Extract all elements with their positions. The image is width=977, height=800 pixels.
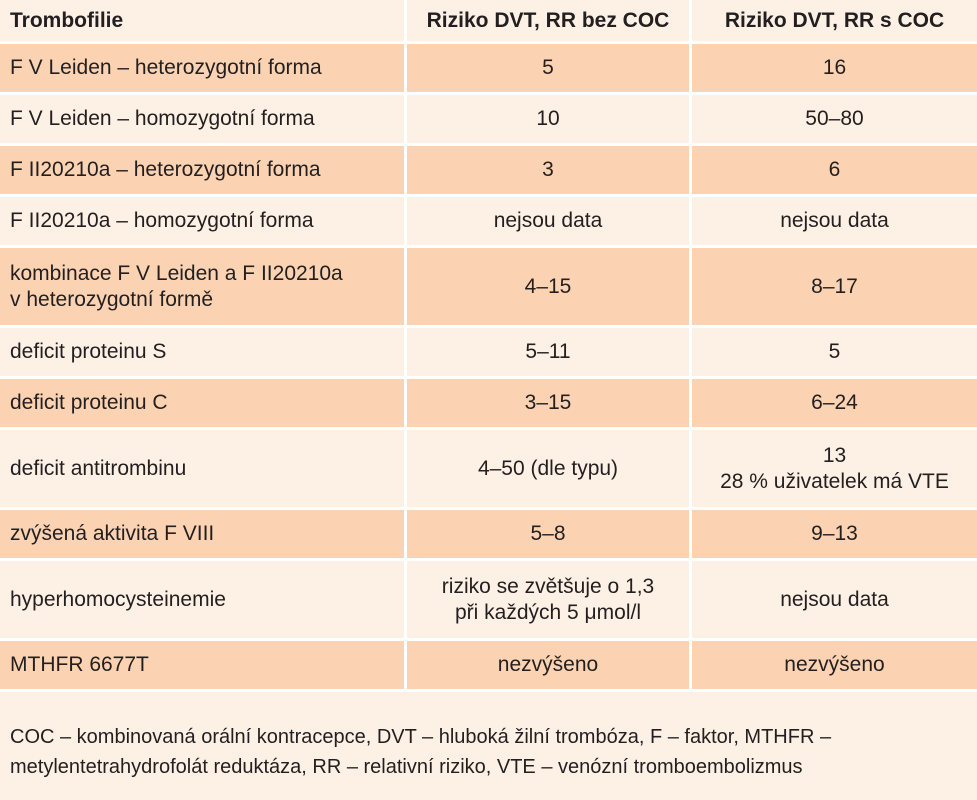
cell-risk-with-coc-line: nezvýšeno bbox=[784, 653, 885, 676]
cell-thrombophilia-line: deficit proteinu C bbox=[10, 391, 168, 414]
cell-risk-without-coc-line: 3–15 bbox=[524, 391, 572, 414]
cell-risk-without-coc-line: nejsou data bbox=[493, 209, 603, 232]
table-row bbox=[0, 44, 977, 95]
cell-thrombophilia bbox=[0, 510, 407, 558]
cell-risk-with-coc-line: 6 bbox=[828, 158, 841, 181]
cell-risk-with-coc bbox=[692, 197, 977, 245]
cell-risk-without-coc bbox=[407, 510, 692, 558]
cell-risk-with-coc bbox=[692, 379, 977, 427]
cell-risk-without-coc-line: 3 bbox=[542, 158, 554, 181]
cell-thrombophilia-line: zvýšená aktivita F VIII bbox=[10, 522, 215, 545]
header-risk-without-coc: Riziko DVT, RR bez COC bbox=[407, 0, 692, 41]
cell-thrombophilia bbox=[0, 379, 407, 427]
table-row bbox=[0, 95, 977, 146]
cell-risk-without-coc-line: 5–11 bbox=[525, 340, 571, 363]
cell-risk-without-coc bbox=[407, 248, 692, 325]
cell-thrombophilia-line: deficit antitrombinu bbox=[10, 456, 187, 480]
cell-thrombophilia bbox=[0, 248, 407, 325]
cell-risk-with-coc-line: 8–17 bbox=[811, 274, 858, 298]
cell-risk-with-coc-line: 5 bbox=[828, 340, 841, 363]
cell-risk-with-coc-line: 9–13 bbox=[811, 522, 858, 545]
table-row bbox=[0, 379, 977, 430]
table-row bbox=[0, 328, 977, 379]
header-risk-with-coc: Riziko DVT, RR s COC bbox=[724, 8, 945, 32]
cell-thrombophilia bbox=[0, 197, 407, 245]
cell-risk-without-coc bbox=[407, 561, 692, 638]
cell-risk-with-coc bbox=[692, 510, 977, 558]
cell-risk-without-coc bbox=[407, 641, 692, 689]
table-body bbox=[0, 44, 977, 692]
cell-thrombophilia bbox=[0, 44, 407, 92]
table-row bbox=[0, 146, 977, 197]
header-thrombophilia: Trombofilie bbox=[0, 0, 407, 41]
cell-thrombophilia bbox=[0, 146, 407, 194]
cell-risk-with-coc bbox=[692, 641, 977, 689]
cell-risk-without-coc bbox=[407, 44, 692, 92]
cell-risk-without-coc-line: 4–50 (dle typu) bbox=[477, 456, 619, 480]
cell-thrombophilia-line: F II20210a – homozygotní forma bbox=[10, 209, 314, 232]
cell-risk-without-coc bbox=[407, 430, 692, 507]
cell-risk-without-coc bbox=[407, 95, 692, 143]
footnote-line-1: COC – kombinovaná orální kontracepce, DVT – hluboká žilní trombóza, F – faktor, MTHFR – bbox=[10, 726, 832, 748]
cell-risk-without-coc bbox=[407, 328, 692, 376]
footnote bbox=[10, 722, 970, 782]
table-row bbox=[0, 248, 977, 328]
cell-risk-with-coc bbox=[692, 561, 977, 638]
cell-risk-with-coc bbox=[692, 44, 977, 92]
cell-thrombophilia-line: kombinace F V Leiden a F II20210a bbox=[10, 261, 343, 285]
cell-risk-with-coc-line: 16 bbox=[822, 56, 847, 79]
cell-risk-with-coc-line: 50–80 bbox=[805, 107, 864, 130]
cell-thrombophilia-line: hyperhomocysteinemie bbox=[10, 587, 226, 611]
table-row bbox=[0, 561, 977, 641]
cell-thrombophilia bbox=[0, 641, 407, 689]
cell-thrombophilia bbox=[0, 430, 407, 507]
cell-risk-without-coc-line: 10 bbox=[536, 107, 560, 130]
cell-risk-without-coc bbox=[407, 146, 692, 194]
table-row bbox=[0, 510, 977, 561]
table-row bbox=[0, 641, 977, 692]
cell-risk-with-coc bbox=[692, 430, 977, 507]
cell-thrombophilia-line: F V Leiden – heterozygotní forma bbox=[10, 56, 322, 79]
footnote-line-2: metylentetrahydrofolát reduktáza, RR – relativní riziko, VTE – venózní tromboembolizmus bbox=[10, 756, 803, 778]
cell-thrombophilia-line: deficit proteinu S bbox=[10, 340, 167, 363]
cell-risk-with-coc bbox=[692, 328, 977, 376]
cell-risk-with-coc-line: nejsou data bbox=[780, 587, 889, 611]
table-header-row bbox=[0, 0, 977, 44]
table-row bbox=[0, 430, 977, 510]
cell-thrombophilia-line: MTHFR 6677T bbox=[10, 653, 149, 676]
cell-risk-without-coc-line: 5 bbox=[542, 56, 554, 79]
cell-risk-without-coc-line: 5–8 bbox=[530, 522, 566, 545]
cell-risk-with-coc-line: 28 % uživatelek má VTE bbox=[720, 469, 949, 493]
cell-risk-with-coc-line: 6–24 bbox=[811, 391, 858, 414]
table-row bbox=[0, 197, 977, 248]
cell-thrombophilia-line: v heterozygotní formě bbox=[10, 287, 214, 311]
cell-risk-without-coc-line: riziko se zvětšuje o 1,3 bbox=[441, 574, 655, 598]
cell-risk-without-coc bbox=[407, 379, 692, 427]
cell-thrombophilia-line: F V Leiden – homozygotní forma bbox=[10, 107, 315, 130]
cell-risk-without-coc bbox=[407, 197, 692, 245]
cell-thrombophilia-line: F II20210a – heterozygotní forma bbox=[10, 158, 321, 181]
cell-risk-without-coc-line: nezvýšeno bbox=[497, 653, 599, 676]
cell-risk-with-coc bbox=[692, 146, 977, 194]
cell-risk-without-coc-line: 4–15 bbox=[524, 274, 572, 298]
cell-thrombophilia bbox=[0, 328, 407, 376]
cell-thrombophilia bbox=[0, 561, 407, 638]
cell-risk-without-coc-line: při každých 5 μmol/l bbox=[455, 600, 641, 624]
cell-risk-with-coc-line: 13 bbox=[822, 443, 847, 467]
cell-risk-with-coc bbox=[692, 248, 977, 325]
cell-thrombophilia bbox=[0, 95, 407, 143]
cell-risk-with-coc-line: nejsou data bbox=[780, 209, 889, 232]
cell-risk-with-coc bbox=[692, 95, 977, 143]
